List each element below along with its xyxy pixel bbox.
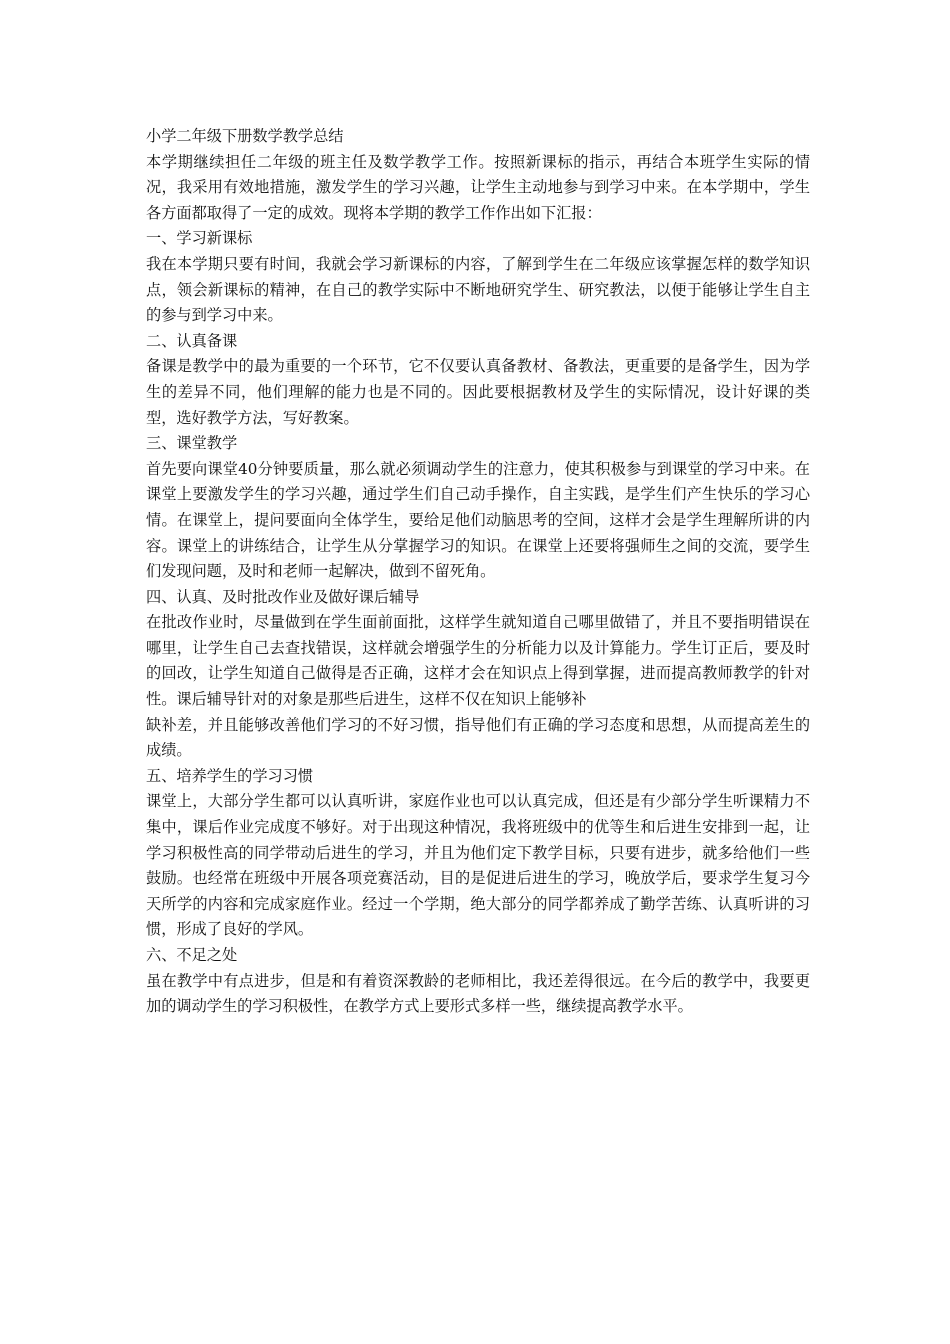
section-body-4 xyxy=(146,610,810,764)
section-body-3: 首先要向课堂40分钟要质量，那么就必须调动学生的注意力，使其积极参与到课堂的学习中来。在课堂上要激发学生的学习兴趣，通过学生们自己动手操作，自主实践，是学生们产生快乐的学习心情。在课堂上，提问要面向全体学生，要给足他们动脑思考的空间，这样才会是学生理解所讲的内容。课堂上的讲练结合，让学生从分掌握学习的知识。在课堂上还要将强师生之间的交流，要学生们发现问题，及时和老师一起解决，做到不留死角。 xyxy=(146,459,810,581)
section-heading-1: 一、学习新课标 xyxy=(146,229,253,248)
section-body-2: 备课是教学中的最为重要的一个环节，它不仅要认真备教材、备教法，更重要的是备学生，因为学生的差异不同，他们理解的能力也是不同的。因此要根据教材及学生的实际情况，设计好课的类型，选好教学方法，写好教案。 xyxy=(146,357,810,427)
document-content xyxy=(146,124,810,1020)
section-heading-2: 二、认真备课 xyxy=(146,331,238,350)
section-body-5: 课堂上，大部分学生都可以认真听讲，家庭作业也可以认真完成，但还是有少部分学生听课精力不集中，课后作业完成度不够好。对于出现这种情况，我将班级中的优等生和后进生安排到一起，让学习积极性高的同学带动后进生的学习，并且为他们定下教学目标，只要有进步，就多给他们一些鼓励。也经常在班级中开展各项竞赛活动，目的是促进后进生的学习，晚放学后，要求学生复习今天所学的内容和完成家庭作业。经过一个学期，绝大部分的同学都养成了勤学苦练、认真听讲的习惯，形成了良好的学风。 xyxy=(146,792,810,939)
section-body-1: 我在本学期只要有时间，我就会学习新课标的内容，了解到学生在二年级应该掌握怎样的数学知识点，领会新课标的精神，在自己的教学实际中不断地研究学生、研究教法，以便于能够让学生自主的参与到学习中来。 xyxy=(146,254,810,325)
section-heading-4: 四、认真、及时批改作业及做好课后辅导 xyxy=(146,587,420,606)
section-heading-3: 三、课堂教学 xyxy=(146,434,238,453)
section-body-6: 虽在教学中有点进步，但是和有着资深教龄的老师相比，我还差得很远。在今后的教学中，我要更加的调动学生的学习积极性，在教学方式上要形式多样一些，继续提高教学水平。 xyxy=(146,971,810,1016)
section-heading-6: 六、不足之处 xyxy=(146,946,238,964)
intro-paragraph: 本学期继续担任二年级的班主任及数学教学工作。按照新课标的指示，再结合本班学生实际的情况，我采用有效地措施，激发学生的学习兴趣，让学生主动地参与到学习中来。在本学期中，学生各方面都取得了一定的成效。现将本学期的教学工作作出如下汇报： xyxy=(146,152,810,222)
section-body-4-part-2: 缺补差，并且能够改善他们学习的不好习惯，指导他们有正确的学习态度和思想，从而提高差生的成绩。 xyxy=(146,715,810,760)
section-body-4-part-1: 在批改作业时，尽量做到在学生面前面批，这样学生就知道自己哪里做错了，并且不要指明错误在哪里，让学生自己去查找错误，这样就会增强学生的分析能力以及计算能力。学生订正后，要及时的回改，让学生知道自己做得是否正确，这样才会在知识点上得到掌握，进而提高教师教学的针对性。课后辅导针对的对象是那些后进生，这样不仅在知识上能够补 xyxy=(146,613,810,709)
section-heading-5: 五、培养学生的学习习惯 xyxy=(146,766,314,785)
document-title: 小学二年级下册数学教学总结 xyxy=(146,127,344,145)
